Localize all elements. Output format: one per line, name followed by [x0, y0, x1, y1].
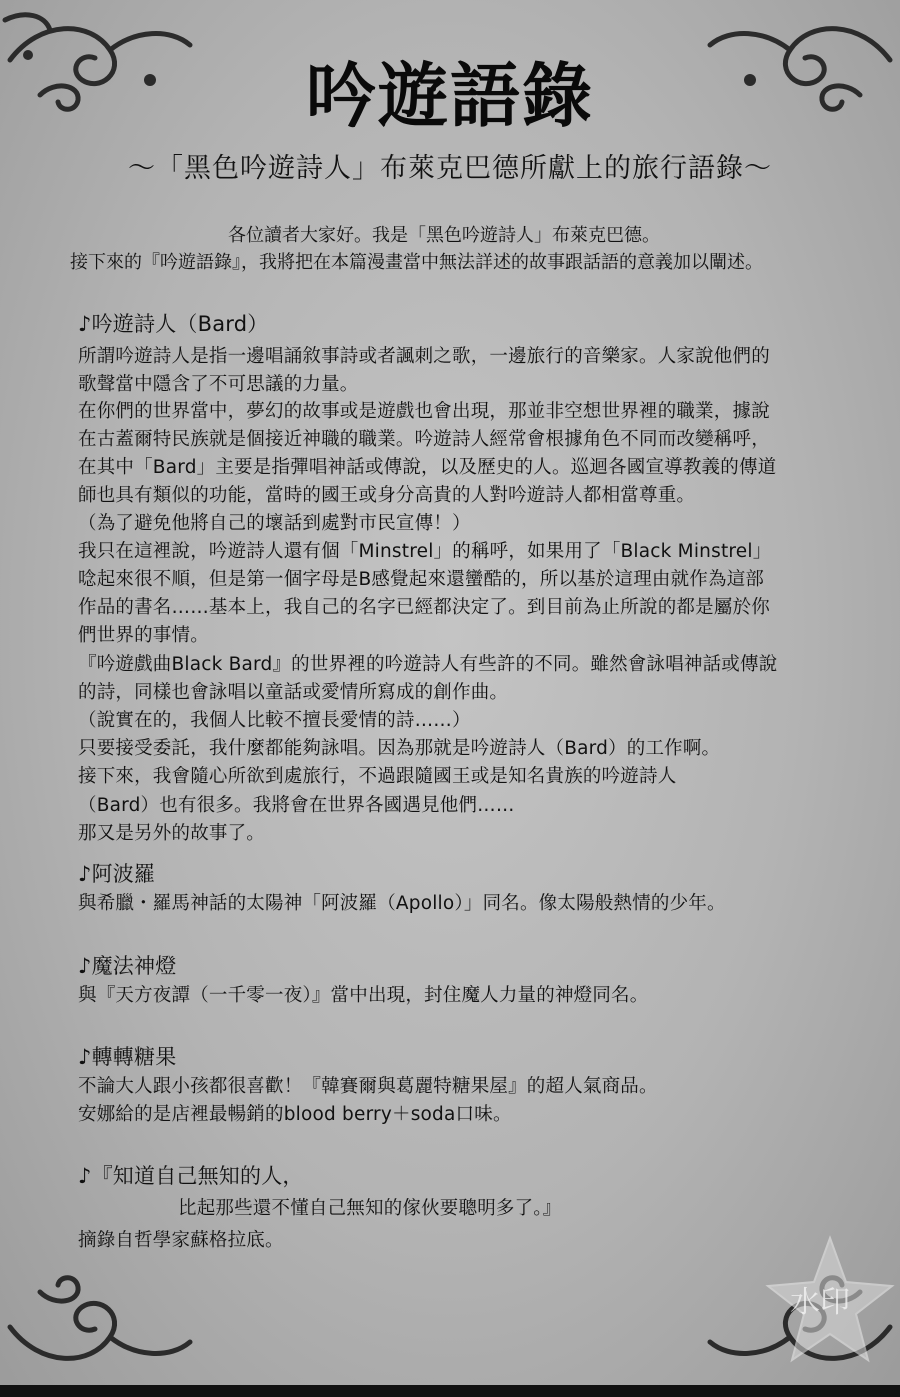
- bard-text-line: 歌聲當中隱含了不可思議的力量。: [78, 374, 359, 395]
- bottom-border: [0, 1385, 900, 1397]
- bard-text-line: （說實在的，我個人比較不擅長愛情的詩……）: [78, 710, 471, 731]
- bard-text-line: 『吟遊戲曲Black Bard』的世界裡的吟遊詩人有些許的不同。雖然會詠唱神話或傳說: [78, 654, 778, 675]
- bard-text-line: （Bard）也有很多。我將會在世界各國遇見他們……: [78, 795, 515, 816]
- corner-swirl-ornament: [0, 1257, 200, 1387]
- bard-text-line: 的詩，同樣也會詠唱以童話或愛情所寫成的創作曲。: [78, 682, 509, 703]
- apollo-text-line: 與希臘・羅馬神話的太陽神「阿波羅（Apollo）」同名。像太陽般熱情的少年。: [78, 893, 726, 914]
- candy-text-line: 不論大人跟小孩都很喜歡！『韓賽爾與葛麗特糖果屋』的超人氣商品。: [78, 1076, 658, 1097]
- section-heading-candy: ♪轉轉糖果: [78, 1045, 177, 1069]
- bard-text-line: 在你們的世界當中，夢幻的故事或是遊戲也會出現，那並非空想世界裡的職業，據說: [78, 401, 770, 422]
- page-subtitle: ～「黑色吟遊詩人」布萊克巴德所獻上的旅行語錄～: [128, 153, 772, 184]
- bard-text-line: （為了避免他將自己的壞話到處對市民宣傳！）: [78, 513, 471, 534]
- intro-line: 各位讀者大家好。我是「黑色吟遊詩人」布萊克巴德。: [228, 225, 660, 246]
- section-heading-lamp: ♪魔法神燈: [78, 954, 177, 978]
- quote-text-line: 比起那些還不懂自己無知的傢伙要聰明多了。』: [178, 1198, 562, 1219]
- bard-text-line: 唸起來很不順，但是第一個字母是B感覺起來還蠻酷的，所以基於這理由就作為這部: [78, 569, 765, 590]
- watermark-star-logo: [760, 1230, 900, 1370]
- page-title: 吟遊語錄: [306, 54, 594, 137]
- bard-text-line: 在其中「Bard」主要是指彈唱神話或傳說，以及歷史的人。巡迴各國宣導教義的傳道: [78, 457, 777, 478]
- intro-paragraph: [70, 222, 890, 276]
- bard-text-line: 所謂吟遊詩人是指一邊唱誦敘事詩或者諷刺之歌，一邊旅行的音樂家。人家說他們的: [78, 346, 770, 367]
- bard-text-line: 只要接受委託，我什麼都能夠詠唱。因為那就是吟遊詩人（Bard）的工作啊。: [78, 738, 721, 759]
- bard-text-line: 接下來，我會隨心所欲到處旅行，不過跟隨國王或是知名貴族的吟遊詩人: [78, 766, 677, 787]
- section-heading-quote: ♪『知道自己無知的人，: [78, 1164, 304, 1188]
- bard-text-line: 在古蓋爾特民族就是個接近神職的職業。吟遊詩人經常會根據角色不同而改變稱呼，: [78, 429, 770, 450]
- bard-text-line: 們世界的事情。: [78, 625, 209, 646]
- bard-text-line: 師也具有類似的功能，當時的國王或身分高貴的人對吟遊詩人都相當尊重。: [78, 485, 696, 506]
- watermark-text: 水印: [790, 1285, 850, 1320]
- bard-text-line: 作品的書名……基本上，我自己的名字已經都決定了。到目前為止所說的都是屬於你: [78, 597, 770, 618]
- bard-text-line: 我只在這裡說，吟遊詩人還有個「Minstrel」的稱呼，如果用了「Black Minstrel」: [78, 541, 772, 562]
- section-heading-bard: ♪吟遊詩人（Bard）: [78, 312, 269, 336]
- lamp-text-line: 與『天方夜譚（一千零一夜）』當中出現，封住魔人力量的神燈同名。: [78, 985, 649, 1006]
- quote-attribution: 摘錄自哲學家蘇格拉底。: [78, 1230, 284, 1251]
- section-heading-apollo: ♪阿波羅: [78, 862, 156, 886]
- intro-line: 接下來的『吟遊語錄』，我將把在本篇漫畫當中無法詳述的故事跟話語的意義加以闡述。: [70, 252, 763, 273]
- bard-text-line: 那又是另外的故事了。: [78, 823, 266, 844]
- candy-text-line: 安娜給的是店裡最暢銷的blood berry＋soda口味。: [78, 1104, 512, 1125]
